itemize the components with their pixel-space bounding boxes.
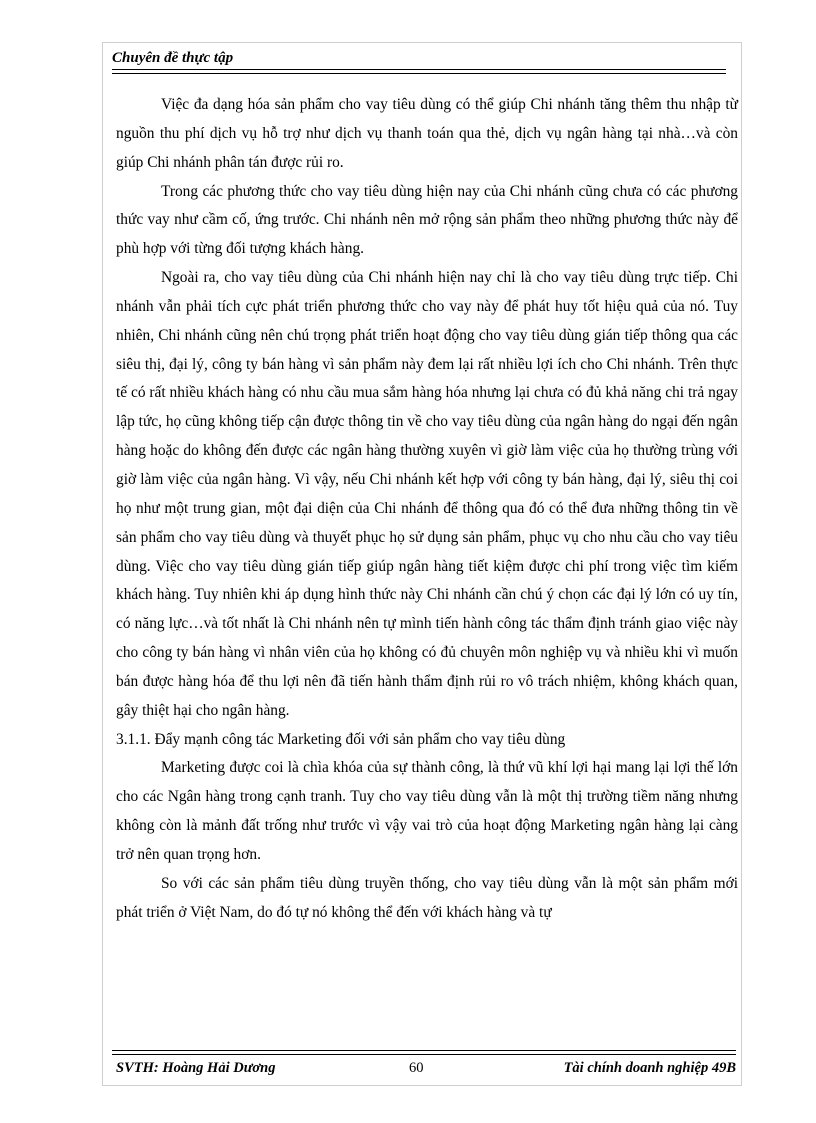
paragraph-2: Trong các phương thức cho vay tiêu dùng hiện nay của Chi nhánh cũng chưa có các phương thức vay như cầm cố, ứng trước. Chi nhánh nên mở rộng sản phẩm theo những phương thức này để phù hợp với từng đối tượng khách hàng. — [116, 182, 738, 258]
page-number: 60 — [409, 1060, 424, 1076]
paragraph-3: Ngoài ra, cho vay tiêu dùng của Chi nhánh hiện nay chỉ là cho vay tiêu dùng trực tiếp. Chi nhánh vẫn phải tích cực phát triển phương thức cho vay này để phát huy tốt hiệu quả của nó. Tuy nhiên, Chi nhánh cũng nên chú trọng phát triển hoạt động cho vay tiêu dùng gián tiếp thông qua các siêu thị, đại lý, công ty bán hàng vì sản phẩm này đem lại rất nhiều lợi ích cho Chi nhánh. Trên thực tế có rất nhiều khách hàng có nhu cầu mua sắm hàng hóa nhưng lại chưa có đủ khả năng chi trả ngay lập tức, họ cũng không tiếp cận được thông tin về cho vay tiêu dùng của ngân hàng do ngại đến ngân hàng hoặc do không đến được các ngân hàng thường xuyên vì giờ làm việc của họ thường trùng với giờ làm việc của ngân hàng. Vì vậy, nếu Chi nhánh kết hợp với công ty bán hàng, đại lý, siêu thị coi họ như một trung gian, một đại diện của Chi nhánh để thông qua đó có thể đưa những thông tin về sản phẩm cho vay tiêu dùng và thuyết phục họ sử dụng sản phẩm, phục vụ cho nhu cầu cho vay tiêu dùng. Việc cho vay tiêu dùng gián tiếp giúp ngân hàng tiết kiệm được chi phí trong việc tìm kiếm khách hàng. Tuy nhiên khi áp dụng hình thức này Chi nhánh cần chú ý chọn các đại lý lớn có uy tín, có năng lực…và tốt nhất là Chi nhánh nên tự mình tiến hành công tác thẩm định tránh giao việc này cho công ty bán hàng vì nhân viên của họ không có đủ chuyên môn nghiệp vụ và nhiều khi vì muốn bán được hàng hóa để thu lợi nên đã tiến hành thẩm định rủi ro vô trách nhiệm, không khách quan, gây thiệt hại cho ngân hàng. — [116, 269, 738, 719]
footer-rule — [112, 1050, 736, 1055]
paragraph-5: So với các sản phẩm tiêu dùng truyền thống, cho vay tiêu dùng vẫn là một sản phẩm mới phát triển ở Việt Nam, do đó tự nó không thể đến với khách hàng và tự — [116, 874, 738, 921]
page-footer — [112, 1050, 736, 1080]
header-rule — [112, 69, 726, 74]
header-title: Chuyên đề thực tập — [112, 50, 234, 66]
section-heading: 3.1.1. Đẩy mạnh công tác Marketing đối với sản phẩm cho vay tiêu dùng — [116, 730, 566, 748]
document-body — [116, 91, 738, 927]
footer-author: SVTH: Hoàng Hải Dương — [116, 1060, 276, 1076]
paragraph-1: Việc đa dạng hóa sản phẩm cho vay tiêu dùng có thể giúp Chi nhánh tăng thêm thu nhập từ nguồn thu phí dịch vụ hỗ trợ như dịch vụ thanh toán qua thẻ, dịch vụ ngân hàng tại nhà…và còn giúp Chi nhánh phân tán được rủi ro. — [116, 96, 738, 171]
paragraph-4: Marketing được coi là chìa khóa của sự thành công, là thứ vũ khí lợi hại mang lại lợi thế lớn cho các Ngân hàng trong cạnh tranh. Tuy cho vay tiêu dùng vẫn là một thị trường tiềm năng nhưng không còn là mảnh đất trống như trước vì vậy vai trò của hoạt động Marketing ngân hàng lại càng trở nên quan trọng hơn. — [116, 759, 738, 863]
footer-department: Tài chính doanh nghiệp 49B — [563, 1060, 736, 1076]
page-header — [112, 48, 726, 68]
